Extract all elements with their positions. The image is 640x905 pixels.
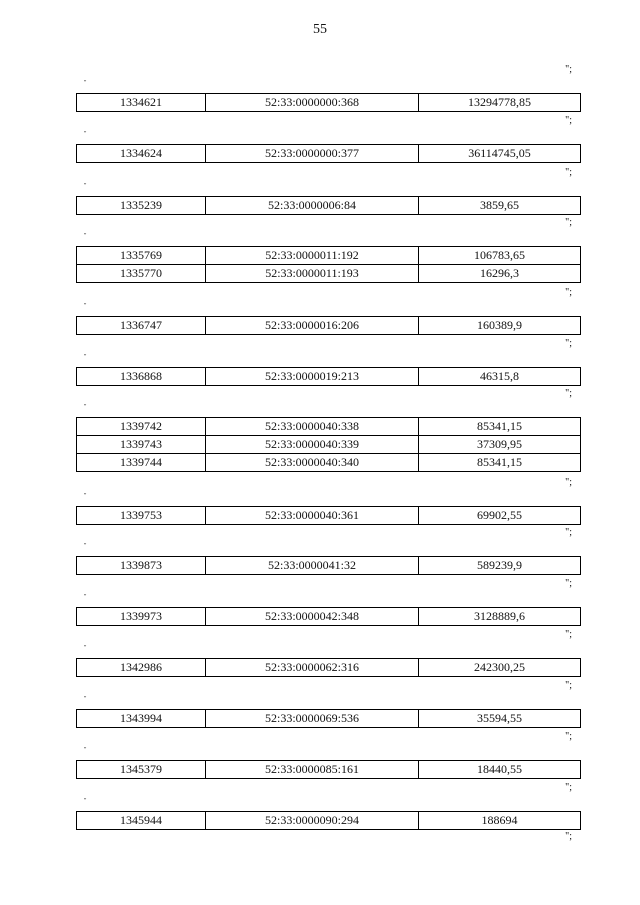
table-row — [77, 454, 581, 472]
cell-cadastral-number: 52:33:0000090:294 — [206, 812, 419, 830]
cell-value: 3859,65 — [419, 197, 581, 215]
open-quote-mark: " — [84, 696, 87, 702]
cell-value: 36114745,05 — [419, 145, 581, 163]
close-quote-mark: "; — [565, 731, 572, 742]
cell-value: 85341,15 — [419, 418, 581, 436]
cell-cadastral-number: 52:33:0000042:348 — [206, 608, 419, 626]
close-quote-mark: "; — [565, 115, 572, 126]
cell-cadastral-number: 52:33:0000062:316 — [206, 659, 419, 677]
data-table — [76, 144, 581, 163]
table-row — [77, 659, 581, 677]
table-row — [77, 94, 581, 112]
cell-cadastral-number: 52:33:0000019:213 — [206, 368, 419, 386]
cell-number: 1339744 — [77, 454, 206, 472]
cell-value: 85341,15 — [419, 454, 581, 472]
cell-cadastral-number: 52:33:0000011:192 — [206, 247, 419, 265]
cell-number: 1339742 — [77, 418, 206, 436]
cell-value: 46315,8 — [419, 368, 581, 386]
open-quote-mark: " — [84, 798, 87, 804]
table-row — [77, 418, 581, 436]
table-row — [77, 368, 581, 386]
cell-value: 242300,25 — [419, 659, 581, 677]
open-quote-mark: " — [84, 183, 87, 189]
close-quote-mark: "; — [565, 64, 572, 75]
close-quote-mark: "; — [565, 578, 572, 589]
table-row — [77, 608, 581, 626]
cell-value: 13294778,85 — [419, 94, 581, 112]
table-row — [77, 761, 581, 779]
open-quote-mark: " — [84, 594, 87, 600]
cell-number: 1336868 — [77, 368, 206, 386]
table-row — [77, 317, 581, 335]
open-quote-mark: " — [84, 233, 87, 239]
open-quote-mark: " — [84, 80, 87, 86]
cell-cadastral-number: 52:33:0000000:368 — [206, 94, 419, 112]
data-table — [76, 246, 581, 283]
open-quote-mark: " — [84, 493, 87, 499]
cell-number: 1339753 — [77, 507, 206, 525]
data-table — [76, 417, 581, 472]
cell-value: 589239,9 — [419, 557, 581, 575]
close-quote-mark: "; — [565, 782, 572, 793]
table-row — [77, 265, 581, 283]
table-row — [77, 710, 581, 728]
data-table — [76, 93, 581, 112]
cell-value: 18440,55 — [419, 761, 581, 779]
cell-number: 1345379 — [77, 761, 206, 779]
close-quote-mark: "; — [565, 629, 572, 640]
cell-cadastral-number: 52:33:0000041:32 — [206, 557, 419, 575]
table-row — [77, 247, 581, 265]
open-quote-mark: " — [84, 354, 87, 360]
open-quote-mark: " — [84, 131, 87, 137]
cell-number: 1335239 — [77, 197, 206, 215]
cell-number: 1342986 — [77, 659, 206, 677]
table-row — [77, 436, 581, 454]
data-table — [76, 709, 581, 728]
data-table — [76, 556, 581, 575]
cell-number: 1339973 — [77, 608, 206, 626]
close-quote-mark: "; — [565, 831, 572, 842]
close-quote-mark: "; — [565, 217, 572, 228]
cell-number: 1334624 — [77, 145, 206, 163]
cell-number: 1334621 — [77, 94, 206, 112]
cell-value: 16296,3 — [419, 265, 581, 283]
data-table — [76, 506, 581, 525]
cell-number: 1343994 — [77, 710, 206, 728]
cell-number: 1336747 — [77, 317, 206, 335]
cell-cadastral-number: 52:33:0000085:161 — [206, 761, 419, 779]
table-row — [77, 557, 581, 575]
open-quote-mark: " — [84, 747, 87, 753]
cell-cadastral-number: 52:33:0000011:193 — [206, 265, 419, 283]
table-row — [77, 812, 581, 830]
cell-cadastral-number: 52:33:0000069:536 — [206, 710, 419, 728]
data-table — [76, 316, 581, 335]
cell-cadastral-number: 52:33:0000040:339 — [206, 436, 419, 454]
close-quote-mark: "; — [565, 527, 572, 538]
close-quote-mark: "; — [565, 680, 572, 691]
open-quote-mark: " — [84, 543, 87, 549]
cell-value: 69902,55 — [419, 507, 581, 525]
open-quote-mark: " — [84, 303, 87, 309]
close-quote-mark: "; — [565, 477, 572, 488]
cell-value: 3128889,6 — [419, 608, 581, 626]
cell-number: 1335769 — [77, 247, 206, 265]
cell-cadastral-number: 52:33:0000040:338 — [206, 418, 419, 436]
close-quote-mark: "; — [565, 287, 572, 298]
cell-number: 1335770 — [77, 265, 206, 283]
cell-cadastral-number: 52:33:0000040:361 — [206, 507, 419, 525]
table-row — [77, 507, 581, 525]
cell-number: 1339743 — [77, 436, 206, 454]
cell-value: 188694 — [419, 812, 581, 830]
cell-value: 160389,9 — [419, 317, 581, 335]
cell-cadastral-number: 52:33:0000016:206 — [206, 317, 419, 335]
data-table — [76, 196, 581, 215]
data-table — [76, 811, 581, 830]
cell-value: 37309,95 — [419, 436, 581, 454]
table-row — [77, 145, 581, 163]
close-quote-mark: "; — [565, 167, 572, 178]
cell-cadastral-number: 52:33:0000000:377 — [206, 145, 419, 163]
data-table — [76, 760, 581, 779]
data-table — [76, 367, 581, 386]
open-quote-mark: " — [84, 645, 87, 651]
data-table — [76, 607, 581, 626]
data-table — [76, 658, 581, 677]
close-quote-mark: "; — [565, 338, 572, 349]
cell-value: 35594,55 — [419, 710, 581, 728]
cell-number: 1345944 — [77, 812, 206, 830]
cell-number: 1339873 — [77, 557, 206, 575]
open-quote-mark: " — [84, 404, 87, 410]
page-number: 55 — [313, 22, 327, 37]
close-quote-mark: "; — [565, 388, 572, 399]
cell-cadastral-number: 52:33:0000040:340 — [206, 454, 419, 472]
cell-value: 106783,65 — [419, 247, 581, 265]
table-row — [77, 197, 581, 215]
cell-cadastral-number: 52:33:0000006:84 — [206, 197, 419, 215]
